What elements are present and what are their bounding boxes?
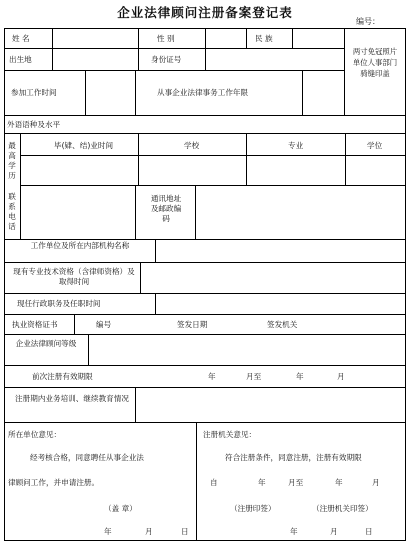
ethnicity-label: 民 族 (255, 34, 273, 43)
edu-header-major: 专业 (288, 141, 304, 150)
phone-field[interactable] (21, 186, 134, 238)
registration-seal-label: （注册印签） (230, 504, 276, 513)
authority-date-day: 日 (365, 527, 373, 536)
name-field[interactable] (53, 29, 137, 47)
unit-seal-label: （盖 章） (104, 504, 137, 513)
work-start-label: 参加工作时间 (11, 88, 57, 97)
workplace-label: 工作单位及所在内部机构名称 (30, 241, 130, 250)
gender-label: 性 别 (157, 34, 175, 43)
address-field[interactable] (196, 186, 405, 238)
ethnicity-field[interactable] (293, 29, 343, 47)
unit-date-year: 年 (104, 527, 112, 536)
prev-validity-month-to: 月至 (246, 372, 262, 381)
unit-opinion-text1: 经考核合格，同意聘任从事企业法 (30, 453, 144, 462)
authority-opinion-heading: 注册机关意见： (203, 430, 257, 439)
certificate-number-label: 编号 (96, 320, 112, 329)
qualification-field[interactable] (141, 263, 405, 292)
certificate-number-field[interactable] (120, 315, 170, 333)
edu-graduation-time-field[interactable] (21, 156, 137, 184)
authority-validity-from: 自 (210, 478, 218, 487)
form-title: 企业法律顾问注册备案登记表 (117, 5, 293, 20)
language-label: 外语语种及水平 (7, 120, 61, 129)
edu-header-graduation-time: 毕(肄、结)业时间 (54, 141, 114, 150)
prev-validity-month2: 月 (337, 372, 345, 381)
prev-validity-year2: 年 (296, 372, 304, 381)
authority-validity-year2: 年 (335, 478, 343, 487)
advisor-level-label: 企业法律顾问等级 (15, 339, 77, 348)
contact-side-label: 联系电话 (8, 192, 16, 231)
training-label: 注册期内业务培训、继续教育情况 (15, 394, 129, 403)
authority-date-month: 月 (330, 527, 338, 536)
birthplace-field[interactable] (53, 49, 137, 69)
address-label: 通讯地址及邮政编码 (150, 194, 182, 223)
gender-field[interactable] (206, 29, 245, 47)
prev-validity-year1: 年 (208, 372, 216, 381)
birthplace-label: 出生地 (9, 55, 32, 64)
edu-header-degree: 学位 (367, 141, 383, 150)
certificate-label: 执业资格证书 (12, 320, 58, 329)
language-field[interactable] (85, 116, 405, 132)
qualification-label: 现有专业技术资格（含律师资格）及取得时间 (13, 267, 135, 286)
authority-seal-label: （注册机关印签） (312, 504, 373, 513)
work-start-field[interactable] (86, 71, 134, 114)
authority-validity-month-to: 月至 (288, 478, 304, 487)
workplace-field[interactable] (156, 240, 405, 261)
id-number-field[interactable] (206, 49, 343, 69)
authority-opinion-text1: 符合注册条件，同意注册，注册有效期限 (225, 453, 362, 462)
id-number-label: 身份证号 (151, 55, 182, 64)
photo-area[interactable] (345, 29, 405, 114)
unit-date-day: 日 (181, 527, 189, 536)
prev-validity-label: 前次注册有效期限 (32, 372, 93, 381)
edu-header-school: 学校 (184, 141, 200, 150)
certificate-issue-date-label: 签发日期 (177, 320, 208, 329)
unit-date-month: 月 (145, 527, 153, 536)
authority-validity-month2: 月 (372, 478, 380, 487)
unit-opinion-text2: 律顾问工作，并申请注册。 (8, 478, 100, 487)
legal-years-label: 从事企业法律事务工作年限 (157, 88, 249, 97)
authority-date-year: 年 (290, 527, 298, 536)
edu-degree-field[interactable] (346, 156, 405, 184)
certificate-issuer-label: 签发机关 (267, 320, 298, 329)
name-label: 姓 名 (12, 34, 30, 43)
current-post-label: 现任行政职务及任职时间 (17, 299, 101, 308)
serial-number-label: 编号： (356, 17, 380, 26)
photo-placeholder-note: 两寸免冠照片单位人事部门骑缝印盖 (352, 47, 398, 78)
advisor-level-field[interactable] (89, 335, 405, 364)
edu-school-field[interactable] (139, 156, 245, 184)
training-field[interactable] (136, 388, 405, 421)
edu-major-field[interactable] (247, 156, 344, 184)
certificate-issue-date-field[interactable] (215, 315, 263, 333)
legal-years-field[interactable] (303, 71, 343, 114)
current-post-field[interactable] (156, 294, 405, 313)
certificate-issuer-field[interactable] (305, 315, 405, 333)
unit-opinion-heading: 所在单位意见： (8, 430, 62, 439)
education-side-label: 最高学历 (8, 141, 16, 180)
authority-validity-year1: 年 (258, 478, 266, 487)
